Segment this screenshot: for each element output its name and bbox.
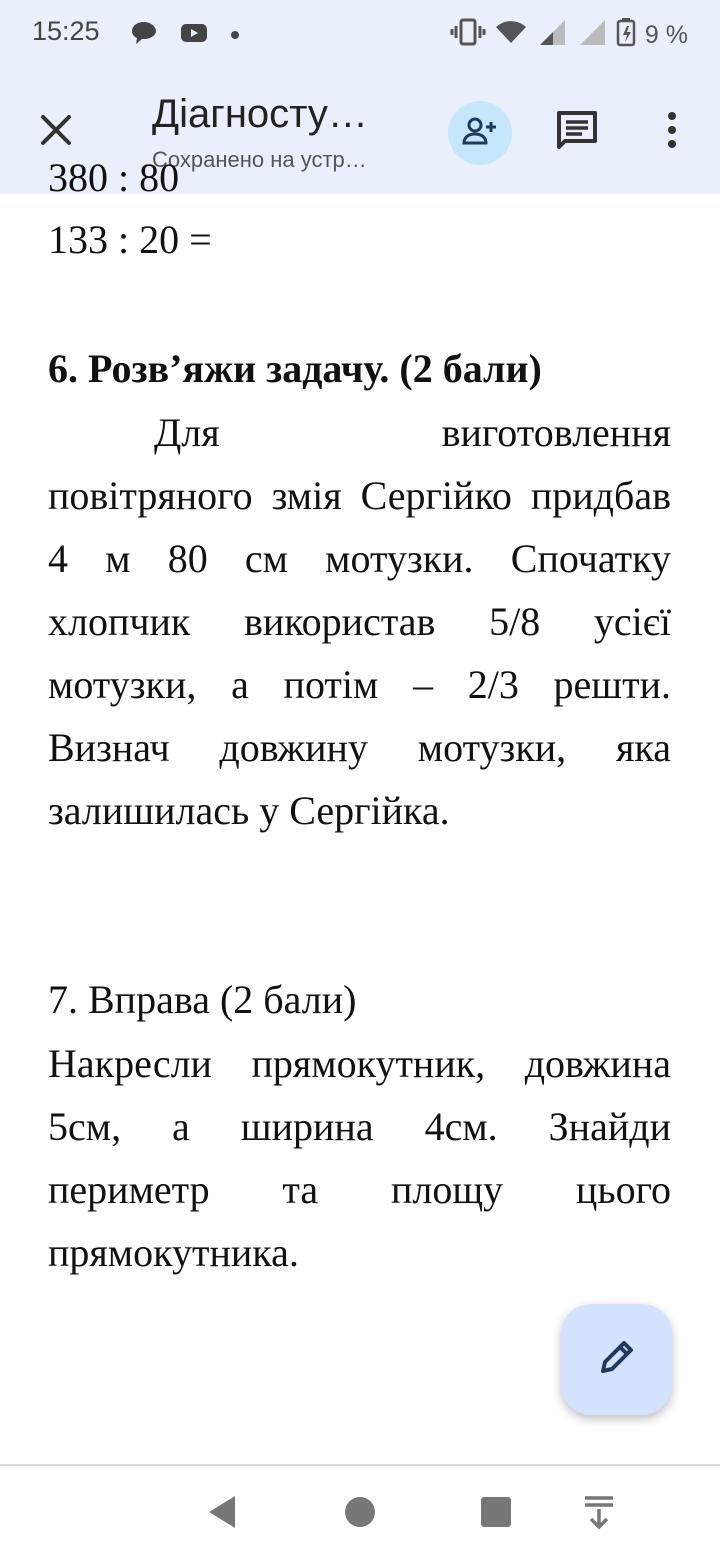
wifi-icon <box>495 19 527 52</box>
home-icon <box>344 1496 376 1533</box>
add-person-icon <box>463 117 497 150</box>
chat-bubble-icon <box>130 20 158 51</box>
status-bar <box>0 0 720 70</box>
battery-percent: 9 % <box>644 21 688 49</box>
back-icon <box>205 1494 239 1535</box>
dot-icon <box>230 27 240 45</box>
partial-line: 380 : 80 <box>48 155 180 200</box>
download-icon <box>582 1494 616 1535</box>
more-options-button[interactable] <box>650 106 694 158</box>
more-vert-icon <box>667 112 677 153</box>
task6-text: Для виготовлення повітряного змія Сергійко придбав 4 м 80 см мотузки. Спочатку хлопчик використав 5/8 усієї мотузки, а потім – 2/3 решти. Визнач довжину мотузки, яка залишилась у Сергійка. <box>48 410 671 833</box>
document-status: Сохранено на устр… <box>152 147 367 172</box>
task7-text: Накресли прямокутник, довжина 5см, а ширина 4см. Знайди периметр та площу цього прямокутника. <box>48 1041 671 1275</box>
system-icons <box>451 18 688 53</box>
close-button[interactable] <box>30 106 82 158</box>
signal-icon <box>537 18 567 53</box>
comment-icon <box>556 110 598 155</box>
back-button[interactable] <box>198 1490 246 1538</box>
notification-icons <box>130 20 240 51</box>
share-button[interactable] <box>448 101 512 165</box>
task7-heading: 7. Вправа (2 бали) <box>48 977 357 1022</box>
recents-button[interactable] <box>472 1490 520 1538</box>
battery-icon <box>617 18 635 53</box>
document-title: Діагносту… <box>152 92 368 136</box>
expression-line: 133 : 20 = <box>48 217 212 262</box>
navigation-bar <box>0 1464 720 1562</box>
close-icon <box>39 113 73 152</box>
youtube-icon <box>180 22 208 49</box>
home-button[interactable] <box>336 1490 384 1538</box>
edit-button[interactable] <box>561 1304 672 1415</box>
vibrate-icon <box>451 19 485 52</box>
recents-icon <box>480 1496 512 1533</box>
status-time: 15:25 <box>32 16 100 46</box>
collapse-nav-button[interactable] <box>575 1490 623 1538</box>
comments-button[interactable] <box>551 106 603 158</box>
task6-heading: 6. Розв’яжи задачу. (2 бали) <box>48 346 542 391</box>
pencil-icon <box>597 1337 637 1382</box>
signal-icon <box>577 18 607 53</box>
